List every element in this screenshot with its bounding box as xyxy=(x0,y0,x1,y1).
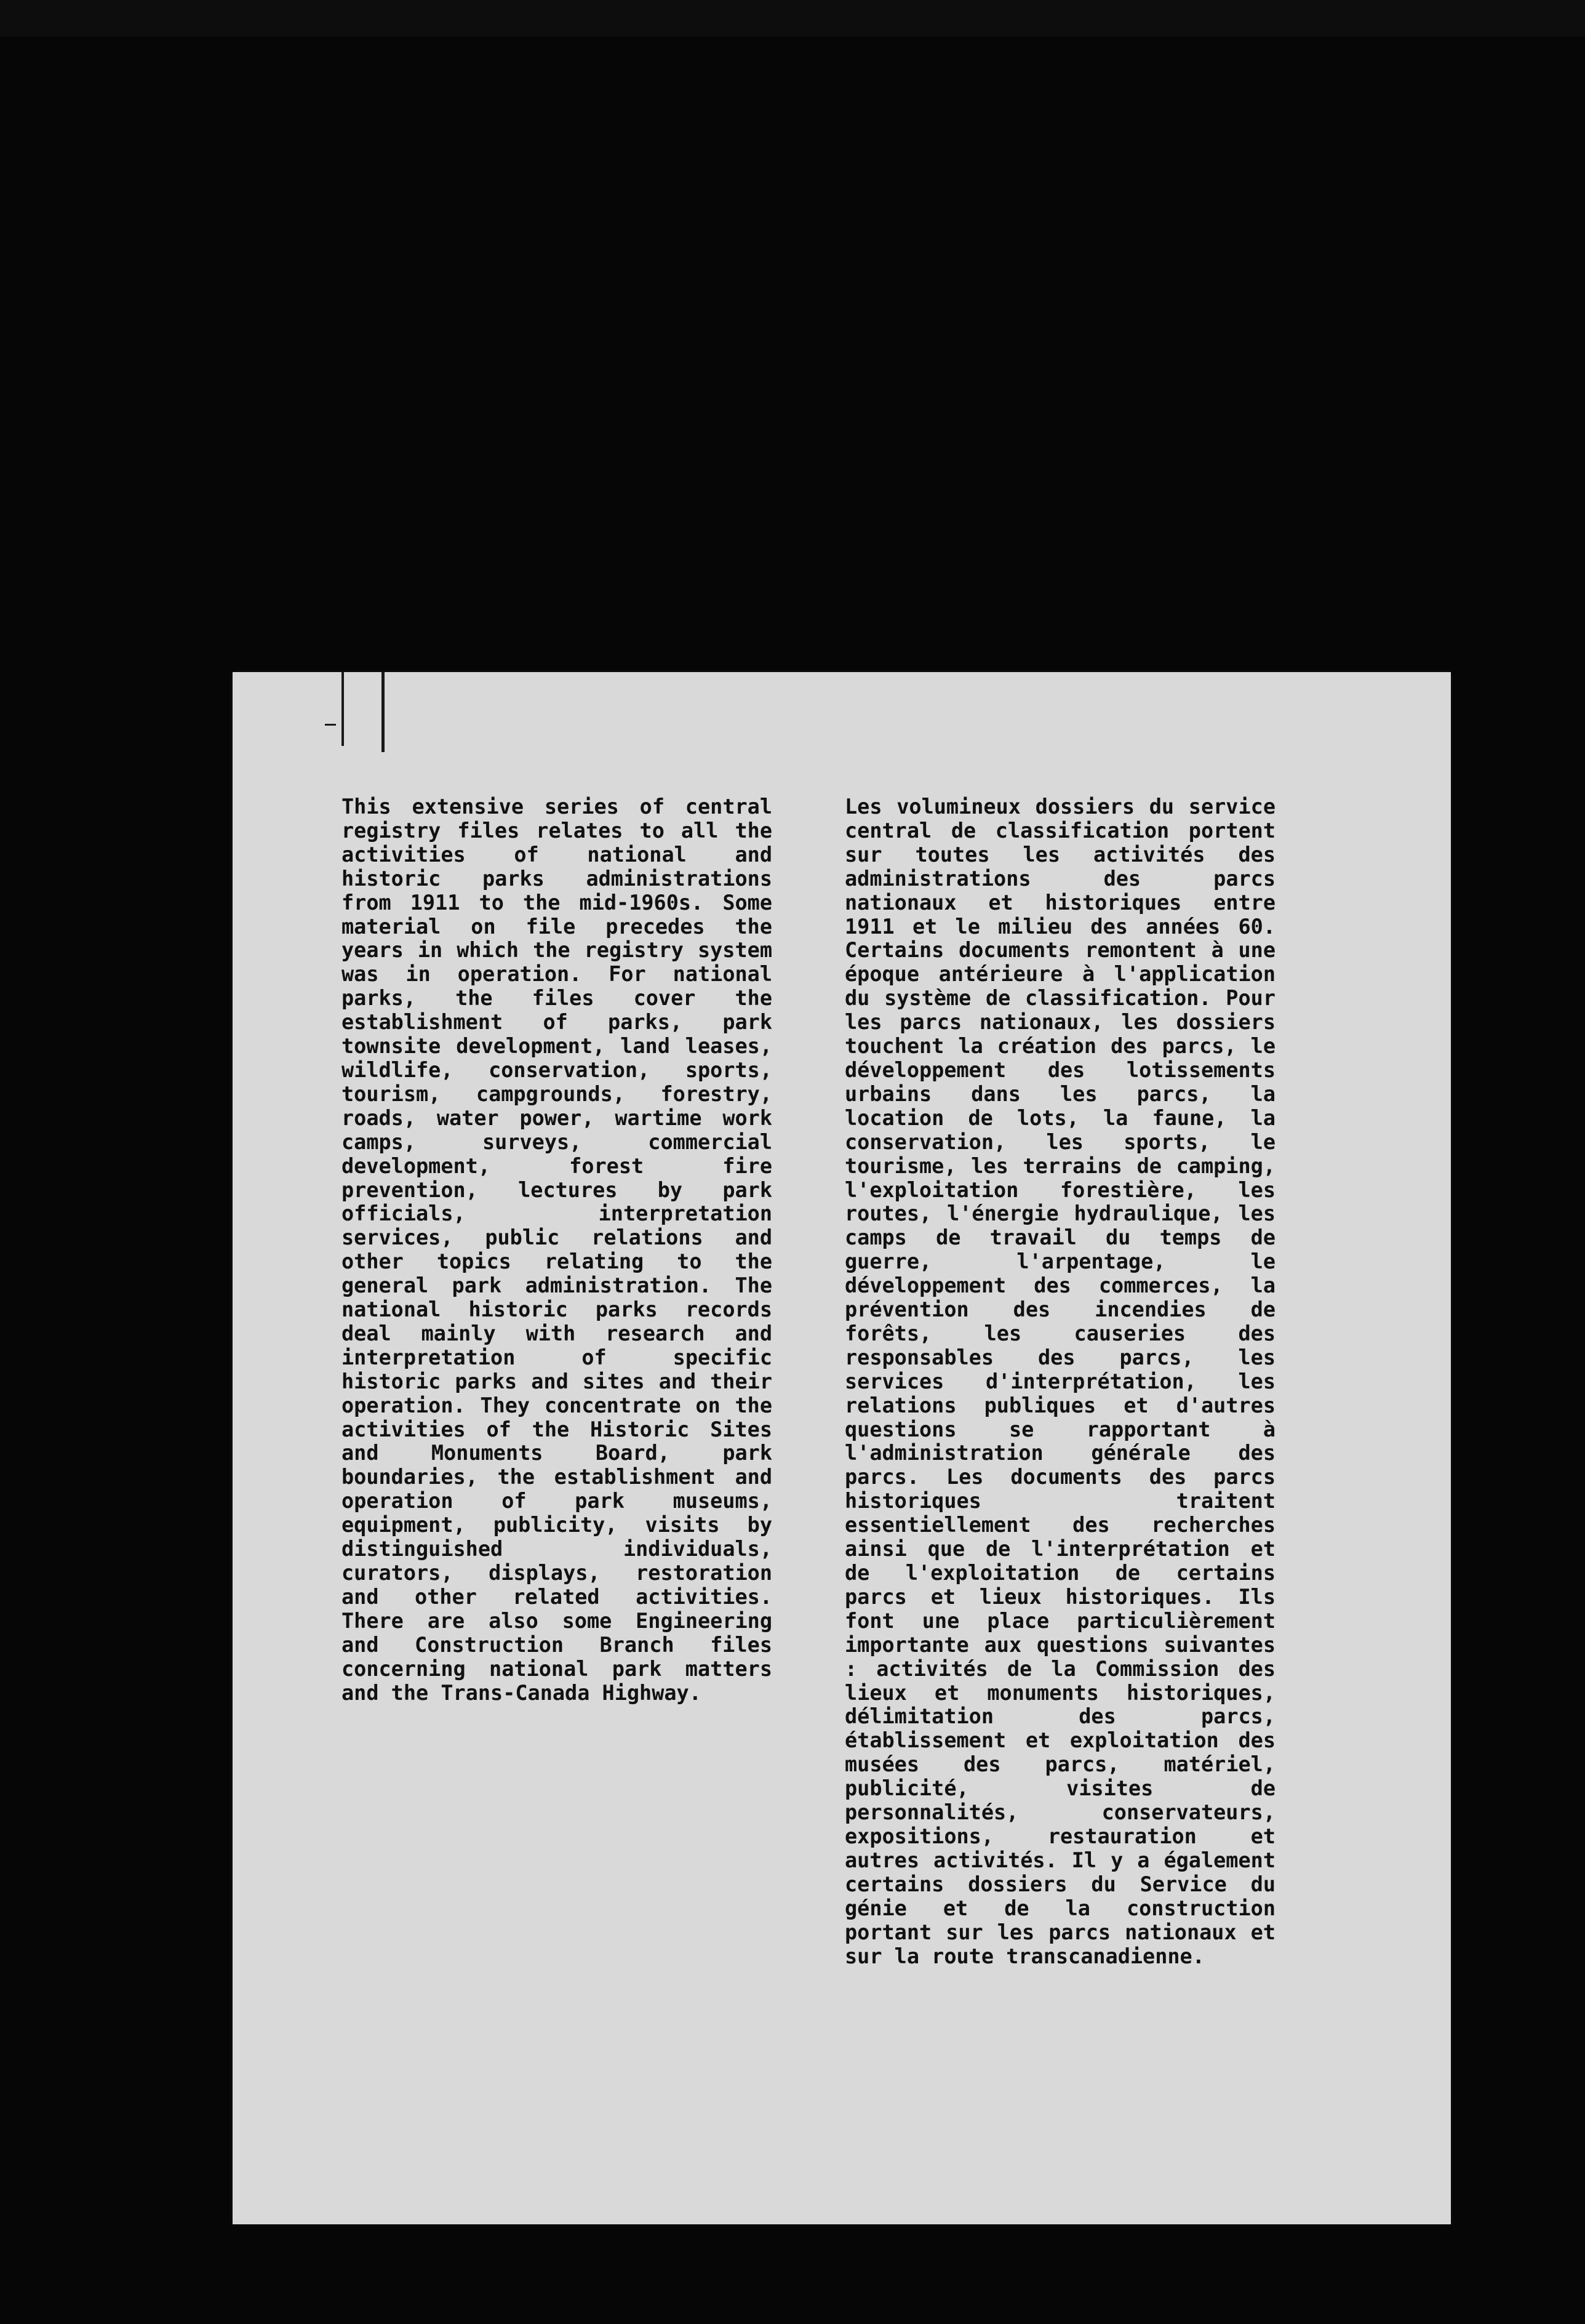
binding-mark xyxy=(381,672,385,752)
document-page xyxy=(233,672,1451,2224)
scan-background-top xyxy=(0,0,1585,37)
binding-mark xyxy=(325,724,336,726)
english-paragraph: This extensive series of central registry files relates to all the activities of national and historic parks administrations from 1911 to the mid-1960s. Some material on file precedes the years in which the registry system was in operation. For national parks, the files cover the establishment of parks, park townsite development, land leases, wildlife, conservation, sports, tourism, campgrounds, forestry, roads, water power, wartime work camps, surveys, commercial development, forest fire prevention, lectures by park officials, interpretation services, public relations and other topics relating to the general park administration. The national historic parks records deal mainly with research and interpretation of specific historic parks and sites and their operation. They concentrate on the activities of the Historic Sites and Monuments Board, park boundaries, the establishment and operation of park museums, equipment, publicity, visits by distinguished individuals, curators, displays, restoration and other related activities. There are also some Engineering and Construction Branch files concerning national park matters and the Trans-Canada Highway. xyxy=(341,795,772,1705)
french-column xyxy=(845,795,1276,1968)
english-column xyxy=(341,795,772,1705)
binding-mark xyxy=(341,672,344,746)
french-paragraph: Les volumineux dossiers du service central de classification portent sur toutes les activités des administrations des parcs nationaux et historiques entre 1911 et le milieu des années 60. Certains documents remontent à une époque antérieure à l'application du système de classification. Pour les parcs nationaux, les dossiers touchent la création des parcs, le développement des lotissements urbains dans les parcs, la location de lots, la faune, la conservation, les sports, le tourisme, les terrains de camping, l'exploitation forestière, les routes, l'énergie hydraulique, les camps de travail du temps de guerre, l'arpentage, le développement des commerces, la prévention des incendies de forêts, les causeries des responsables des parcs, les services d'interprétation, les relations publiques et d'autres questions se rapportant à l'administration générale des parcs. Les documents des parcs historiques traitent essentiellement des recherches ainsi que de l'interprétation et de l'exploitation de certains parcs et lieux historiques. Ils font une place particulièrement importante aux questions suivantes : activités de la Commission des lieux et monuments historiques, délimitation des parcs, établissement et exploitation des musées des parcs, matériel, publicité, visites de personnalités, conservateurs, expositions, restauration et autres activités. Il y a également certains dossiers du Service du génie et de la construction portant sur les parcs nationaux et sur la route transcanadienne. xyxy=(845,795,1276,1968)
